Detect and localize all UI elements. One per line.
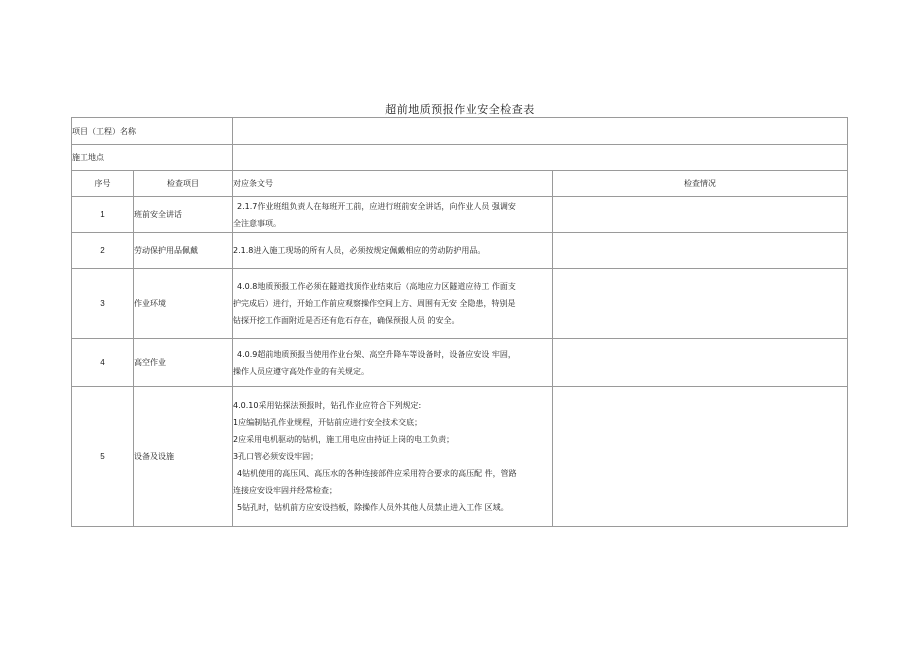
clause-line: 2.1.7作业班组负责人在每班开工前，应进行班前安全讲话，向作业人员 强调安 bbox=[237, 201, 516, 211]
row-item: 高空作业 bbox=[134, 339, 233, 387]
row-clause bbox=[233, 197, 553, 233]
row-status bbox=[553, 339, 848, 387]
row-status bbox=[553, 233, 848, 269]
row-clause bbox=[233, 269, 553, 339]
clause-line: 4钻机使用的高压风、高压水的各种连接部件应采用符合要求的高压配 件，管路 bbox=[237, 469, 517, 478]
row-seq: 5 bbox=[72, 387, 134, 527]
construction-site-row bbox=[72, 145, 848, 171]
clause-line: 4.0.8地质预报工作必须在隧道找顶作业结束后（高地应力区隧道应待工 作面支 bbox=[237, 282, 516, 291]
row-item: 作业环境 bbox=[134, 269, 233, 339]
project-name-row bbox=[72, 118, 848, 145]
project-name-label: 项目（工程）名称 bbox=[72, 118, 233, 145]
row-clause bbox=[233, 339, 553, 387]
construction-site-value bbox=[233, 145, 848, 171]
row-status bbox=[553, 387, 848, 527]
row-status bbox=[553, 269, 848, 339]
clause-line: 3孔口管必须安设牢固； bbox=[233, 452, 319, 461]
table-row bbox=[72, 233, 848, 269]
header-seq: 序号 bbox=[72, 171, 134, 197]
table-row bbox=[72, 339, 848, 387]
table-row bbox=[72, 269, 848, 339]
clause-line: 连接应安设牢固并经常检查； bbox=[233, 486, 337, 495]
row-clause bbox=[233, 233, 553, 269]
row-status bbox=[553, 197, 848, 233]
row-seq: 4 bbox=[72, 339, 134, 387]
clause-line: 1应编制钻孔作业规程，开钻前应进行安全技术交底； bbox=[233, 418, 423, 427]
clause-line: 2应采用电机驱动的钻机，施工用电应由持证上岗的电工负责； bbox=[233, 435, 455, 444]
clause-line: 2.1.8进入施工现场的所有人员，必须按规定佩戴相应的劳动防护用品。 bbox=[233, 246, 486, 255]
row-item: 班前安全讲话 bbox=[134, 197, 233, 233]
header-item: 检查项目 bbox=[134, 171, 233, 197]
table-row bbox=[72, 387, 848, 527]
page-title: 超前地质预报作业安全检查表 bbox=[385, 103, 535, 116]
clause-line: 操作人员应遵守高处作业的有关规定。 bbox=[233, 366, 369, 376]
row-seq: 3 bbox=[72, 269, 134, 339]
clause-line: 护完成后）进行，开始工作前应观察操作空间上方、周围有无安 全隐患，特别是 bbox=[233, 299, 516, 308]
inspection-table bbox=[71, 117, 848, 527]
header-status: 检查情况 bbox=[553, 171, 848, 197]
project-name-value bbox=[233, 118, 848, 145]
row-seq: 1 bbox=[72, 197, 134, 233]
clause-line: 4.0.10采用钻探法预报时，钻孔作业应符合下列规定: bbox=[233, 401, 422, 410]
clause-line: 5钻孔时，钻机前方应安设挡板，除操作人员外其他人员禁止进入工作 区域。 bbox=[237, 503, 509, 512]
row-item: 设备及设施 bbox=[134, 387, 233, 527]
clause-line: 4.0.9超前地质预报当使用作业台架、高空升降车等设备时，设备应安设 牢固， bbox=[237, 349, 516, 359]
clause-line: 钻探开挖工作面附近是否还有危石存在，确保预报人员 的安全。 bbox=[233, 316, 460, 325]
table-row bbox=[72, 197, 848, 233]
table-header-row bbox=[72, 171, 848, 197]
row-seq: 2 bbox=[72, 233, 134, 269]
header-clause: 对应条文号 bbox=[233, 171, 553, 197]
construction-site-label: 施工地点 bbox=[72, 145, 233, 171]
clause-line: 全注意事项。 bbox=[233, 218, 281, 228]
row-clause bbox=[233, 387, 553, 527]
row-item: 劳动保护用品佩戴 bbox=[134, 233, 233, 269]
